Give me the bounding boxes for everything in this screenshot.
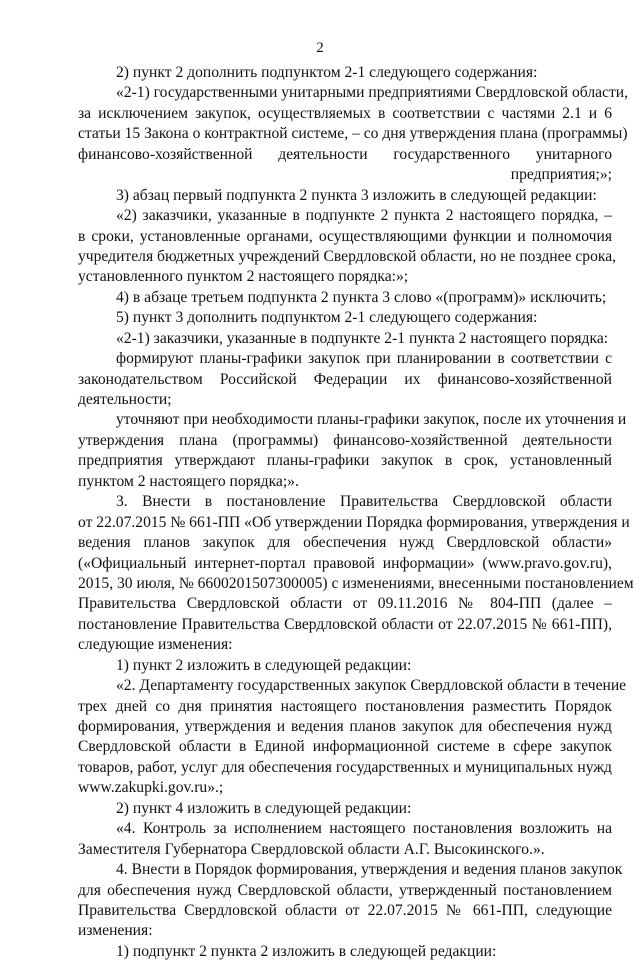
text-line: учредителя бюджетных учреждений Свердловской области, но не позднее срока, bbox=[78, 247, 617, 265]
text-line: «2. Департаменту государственных закупок Свердловской области в течение bbox=[116, 677, 627, 695]
text-line: статьи 15 Закона о контрактной системе, – со дня утверждения плана (программы) bbox=[78, 125, 628, 143]
text-line: предприятия;»; bbox=[510, 166, 612, 184]
text-line: 4) в абзаце третьем подпункта 2 пункта 3 слово «(программ)» исключить; bbox=[116, 288, 607, 306]
text-line: изменения: bbox=[78, 922, 153, 940]
document-body bbox=[78, 63, 634, 962]
text-line: 3. Внести в постановление Правительства Свердловской области bbox=[116, 493, 612, 511]
text-line: утверждения плана (программы) финансово-хозяйственной деятельности bbox=[78, 431, 612, 449]
text-line: Правительства Свердловской области от 09.11.2016 № 804-ПП (далее – bbox=[78, 595, 612, 613]
text-line: трех дней со дня принятия настоящего постановления разместить Порядок bbox=[78, 697, 612, 715]
text-line: в сроки, установленные органами, осуществляющими функции и полномочия bbox=[78, 227, 612, 245]
text-line: 1) подпункт 2 пункта 2 изложить в следующей редакции: bbox=[116, 942, 497, 960]
text-line: «2) заказчики, указанные в подпункте 2 пункта 2 настоящего порядка, – bbox=[116, 207, 612, 225]
text-line: 2) пункт 2 дополнить подпунктом 2-1 следующего содержания: bbox=[116, 64, 538, 81]
text-line: следующие изменения: bbox=[78, 636, 233, 654]
text-line: за исключением закупок, осуществляемых в соответствии с частями 2.1 и 6 bbox=[78, 104, 612, 122]
text-line: законодательством Российской Федерации их финансово-хозяйственной bbox=[78, 370, 612, 388]
text-line: www.zakupki.gov.ru».; bbox=[78, 779, 224, 797]
text-line: финансово-хозяйственной деятельности государственного унитарного bbox=[78, 145, 612, 163]
text-line: 4. Внести в Порядок формирования, утверждения и ведения планов закупок bbox=[116, 861, 623, 879]
text-line: постановление Правительства Свердловской области от 22.07.2015 № 661-ПП), bbox=[78, 615, 612, 633]
text-line: «2-1) государственными унитарными предприятиями Свердловской области, bbox=[116, 84, 629, 102]
text-line: установленного пунктом 2 настоящего порядка:»; bbox=[78, 268, 409, 286]
text-line: пунктом 2 настоящего порядка;». bbox=[78, 472, 299, 490]
text-line: формируют планы-графики закупок при планировании в соответствии с bbox=[116, 350, 612, 368]
text-line: ведения планов закупок для обеспечения нужд Свердловской области» bbox=[78, 534, 612, 552]
text-line: уточняют при необходимости планы-графики закупок, после их уточнения и bbox=[116, 411, 627, 429]
text-line: от 22.07.2015 № 661-ПП «Об утверждении Порядка формирования, утверждения и bbox=[78, 513, 630, 531]
text-line: деятельности; bbox=[78, 391, 172, 408]
text-line: Правительства Свердловской области от 22.07.2015 № 661-ПП, следующие bbox=[78, 901, 612, 919]
text-line: формирования, утверждения и ведения планов закупок для обеспечения нужд bbox=[78, 718, 612, 735]
text-line: Заместителя Губернатора Свердловской области А.Г. Высокинского.». bbox=[78, 840, 545, 858]
text-line: 1) пункт 2 изложить в следующей редакции: bbox=[116, 656, 412, 674]
text-line: 2) пункт 4 изложить в следующей редакции: bbox=[116, 799, 412, 817]
text-line: предприятия утверждают планы-графики закупок в срок, установленный bbox=[78, 452, 612, 470]
text-line: для обеспечения нужд Свердловской области, утвержденный постановлением bbox=[78, 881, 612, 899]
text-line: «2-1) заказчики, указанные в подпункте 2-1 пункта 2 настоящего порядка: bbox=[116, 329, 609, 347]
page-number: 2 bbox=[316, 40, 324, 56]
text-line: 5) пункт 3 дополнить подпунктом 2-1 следующего содержания: bbox=[116, 309, 538, 327]
text-line: 2015, 30 июля, № 6600201507300005) с изменениями, внесенными постановлением bbox=[78, 574, 634, 592]
text-line: («Официальный интернет-портал правовой информации» (www.pravo.gov.ru), bbox=[78, 554, 612, 572]
text-line: «4. Контроль за исполнением настоящего постановления возложить на bbox=[116, 820, 612, 838]
text-line: Свердловской области в Единой информационной системе в сфере закупок bbox=[78, 738, 612, 756]
text-line: 3) абзац первый подпункта 2 пункта 3 изложить в следующей редакции: bbox=[116, 186, 597, 204]
text-line: товаров, работ, услуг для обеспечения государственных и муниципальных нужд bbox=[78, 758, 612, 776]
